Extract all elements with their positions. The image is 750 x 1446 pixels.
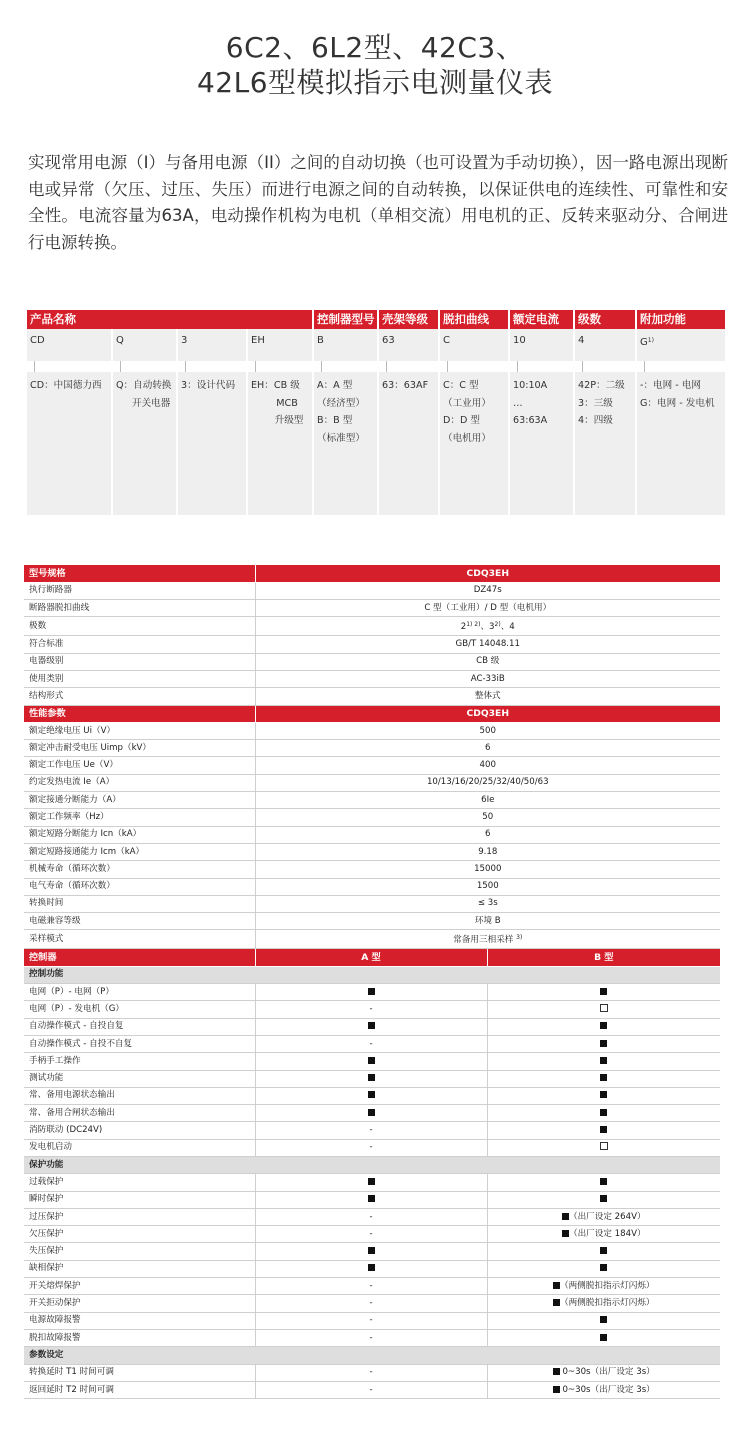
support-cell: [487, 1001, 720, 1018]
row-label: 电网（P）- 发电机（G）: [24, 1001, 255, 1018]
table-row: [24, 1226, 720, 1243]
section-row: [24, 1347, 720, 1364]
value-text: 6: [485, 829, 491, 840]
row-value: [255, 722, 720, 739]
desc-trip-curve: C：C 型 （工业用） D：D 型 （电机用）: [440, 372, 508, 515]
filled-square-icon: [600, 1316, 607, 1323]
support-cell: [255, 1329, 487, 1346]
filled-square-icon: [600, 1247, 607, 1254]
desc-frame: 63：63AF: [379, 372, 438, 515]
desc-eh: EH：CB 级 MCB 升级型: [248, 372, 312, 515]
support-cell: [487, 1243, 720, 1260]
table-row: [24, 617, 720, 636]
section-title: 参数设定: [24, 1347, 720, 1364]
table-row: [24, 1122, 720, 1139]
row-label: 额定冲击耐受电压 Uimp（kV）: [24, 740, 255, 757]
table-row: [24, 582, 720, 599]
spec-header-value: CDQ3EH: [255, 565, 720, 582]
filled-square-icon: [600, 988, 607, 995]
filled-square-icon: [553, 1282, 560, 1289]
page-title-line-2: 42L6型模拟指示电测量仪表: [196, 66, 554, 99]
table-row: [24, 636, 720, 653]
support-cell: [255, 1139, 487, 1156]
table-row: [24, 1035, 720, 1052]
controller-header-row: [24, 949, 720, 966]
perf-header-label: 性能参数: [24, 705, 255, 722]
perf-header-row: [24, 705, 720, 722]
row-value: [255, 895, 720, 912]
filled-square-icon: [368, 1178, 375, 1185]
support-cell: [255, 1001, 487, 1018]
not-supported-mark: -: [369, 1038, 373, 1049]
support-cell: [487, 1174, 720, 1191]
table-row: [24, 1018, 720, 1035]
setting-note: （出厂设定 264V）: [568, 1211, 646, 1222]
not-supported-mark: -: [369, 1315, 373, 1326]
table-row: [24, 653, 720, 670]
filled-square-icon: [600, 1178, 607, 1185]
table-row: [24, 1174, 720, 1191]
row-value: DZ47s: [255, 582, 720, 599]
row-value: [255, 757, 720, 774]
intro-paragraph: 实现常用电源（I）与备用电源（II）之间的自动切换（也可设置为手动切换），因一路电源出现断电或异常（欠压、过压、失压）而进行电源之间的自动转换，以保证供电的连续性、可靠性和安全性。电流容量为63A，电动操作机构为电机（单相交流）用电机的正、反转来驱动分、合闸进行电源转换。: [28, 153, 728, 252]
table-row: [24, 1105, 720, 1122]
setting-note: （两侧脱扣指示灯闪烁）: [559, 1298, 655, 1309]
row-value: [255, 930, 720, 949]
support-cell: [487, 1260, 720, 1277]
row-label: 额定工作频率（Hz）: [24, 809, 255, 826]
row-value: [255, 861, 720, 878]
not-supported-mark: -: [369, 1367, 373, 1378]
table-row: [24, 1243, 720, 1260]
desc-extra-function: -：电网 - 电网 G：电网 - 发电机: [637, 372, 725, 515]
row-label: 常、备用合闸状态输出: [24, 1105, 255, 1122]
support-cell: [487, 1312, 720, 1329]
row-label: 开关熔焊保护: [24, 1278, 255, 1295]
value-text: ≤ 3s: [477, 898, 498, 909]
code-63: 63: [379, 329, 438, 361]
code-4: 4: [575, 329, 635, 361]
support-cell: [255, 1191, 487, 1208]
table-row: [24, 1364, 720, 1381]
filled-square-icon: [600, 1126, 607, 1133]
header-product-name: 产品名称: [27, 310, 312, 329]
support-cell: [487, 1381, 720, 1398]
not-supported-mark: -: [369, 1280, 373, 1291]
page-title-line-1: 6C2、6L2型、42C3、: [225, 31, 525, 64]
controller-header-label: 控制器: [24, 949, 255, 966]
setting-note: 0~30s（出厂设定 3s）: [559, 1367, 655, 1378]
support-cell: [255, 1018, 487, 1035]
row-label: 常、备用电源状态输出: [24, 1087, 255, 1104]
value-text: 10/13/16/20/25/32/40/50/63: [426, 777, 549, 788]
support-cell: [255, 1312, 487, 1329]
filled-square-icon: [600, 1334, 607, 1341]
row-label: 发电机启动: [24, 1139, 255, 1156]
support-cell: [487, 1139, 720, 1156]
not-supported-mark: -: [369, 1211, 373, 1222]
code-b: B: [314, 329, 377, 361]
table-row: [24, 1087, 720, 1104]
support-cell: [255, 1278, 487, 1295]
filled-square-icon: [600, 1091, 607, 1098]
table-row: [24, 1139, 720, 1156]
row-value: [255, 809, 720, 826]
row-value: [255, 740, 720, 757]
table-row: [24, 1381, 720, 1398]
support-cell: [255, 1174, 487, 1191]
value-text: 环境 B: [474, 915, 501, 926]
table-row: [24, 930, 720, 949]
row-label: 电网（P）- 电网（P）: [24, 984, 255, 1001]
row-value: [255, 774, 720, 791]
support-cell: [487, 1070, 720, 1087]
code-q: Q: [113, 329, 176, 361]
filled-square-icon: [600, 1195, 607, 1202]
table-row: [24, 1295, 720, 1312]
setting-note: （两侧脱扣指示灯闪烁）: [559, 1280, 655, 1291]
row-label: 欠压保护: [24, 1226, 255, 1243]
row-label: 电磁兼容等级: [24, 913, 255, 930]
row-label: 缺相保护: [24, 1260, 255, 1277]
row-label: 过压保护: [24, 1208, 255, 1225]
poles-value: $2^{1) 2)}$、3$^{2)}$、4: [255, 617, 720, 636]
row-label: 开关拒动保护: [24, 1295, 255, 1312]
support-cell: [487, 1278, 720, 1295]
filled-square-icon: [600, 1264, 607, 1271]
filled-square-icon: [368, 1091, 375, 1098]
row-label: 手柄手工操作: [24, 1053, 255, 1070]
table-row: [24, 843, 720, 860]
support-cell: [487, 1087, 720, 1104]
spec-table: [24, 565, 720, 1399]
row-label: 自动操作模式 - 自投自复: [24, 1018, 255, 1035]
filled-square-icon: [368, 1247, 375, 1254]
filled-square-icon: [368, 1057, 375, 1064]
table-row: [24, 1070, 720, 1087]
row-value: [255, 792, 720, 809]
filled-square-icon: [368, 1109, 375, 1116]
not-supported-mark: -: [369, 1228, 373, 1239]
table-row: [24, 722, 720, 739]
support-cell: [487, 1053, 720, 1070]
controller-type-b: B 型: [487, 949, 720, 966]
support-cell: [255, 1070, 487, 1087]
row-label: 返回延时 T2 时间可调: [24, 1381, 255, 1398]
row-value: AC-33iB: [255, 670, 720, 687]
not-supported-mark: -: [369, 1125, 373, 1136]
support-cell: [255, 1226, 487, 1243]
row-label: 符合标准: [24, 636, 255, 653]
not-supported-mark: -: [369, 1298, 373, 1309]
support-cell: [487, 1191, 720, 1208]
table-row: [24, 878, 720, 895]
page-title: [0, 30, 750, 100]
support-cell: [255, 1260, 487, 1277]
table-row: [24, 895, 720, 912]
value-text: 50: [482, 812, 494, 822]
row-label: 结构形式: [24, 688, 255, 705]
row-label: 电气寿命（循环次数）: [24, 878, 255, 895]
support-cell: [487, 1208, 720, 1225]
row-value: 整体式: [255, 688, 720, 705]
table-row: [24, 740, 720, 757]
row-label: 额定绝缘电压 Ui（V）: [24, 722, 255, 739]
row-label: 机械寿命（循环次数）: [24, 861, 255, 878]
support-cell: [255, 1208, 487, 1225]
table-row: [24, 1260, 720, 1277]
row-label: 额定短路接通能力 Icm（kA）: [24, 843, 255, 860]
support-cell: [255, 1087, 487, 1104]
code-c: C: [440, 329, 508, 361]
desc-product-name: CD：中国德力西: [27, 372, 111, 515]
spec-header-label: 型号规格: [24, 565, 255, 582]
perf-header-value: CDQ3EH: [255, 705, 720, 722]
value-text: 15000: [474, 863, 502, 874]
desc-design-code: 3：设计代码: [178, 372, 246, 515]
value-text: 1500: [476, 881, 499, 892]
value-text: 6Ie: [481, 794, 495, 805]
empty-square-icon: [600, 1004, 608, 1012]
filled-square-icon: [368, 1074, 375, 1081]
row-value: GB/T 14048.11: [255, 636, 720, 653]
row-label: 采样模式: [24, 930, 255, 949]
row-value: CB 级: [255, 653, 720, 670]
desc-poles: 42P：二级 3：三级 4：四级: [575, 372, 635, 515]
section-title: 控制功能: [24, 966, 720, 983]
header-frame-class: 壳架等级: [379, 310, 438, 329]
value-text: 常备用三相采样: [453, 935, 514, 946]
header-controller-model: 控制器型号: [314, 310, 377, 329]
support-cell: [487, 984, 720, 1001]
filled-square-icon: [600, 1022, 607, 1029]
row-label: 转换时间: [24, 895, 255, 912]
row-label: 过载保护: [24, 1174, 255, 1191]
table-row: [24, 688, 720, 705]
header-rated-current: 额定电流: [510, 310, 573, 329]
row-label: 约定发热电流 Ie（A）: [24, 774, 255, 791]
support-cell: [487, 1105, 720, 1122]
table-row: [24, 1329, 720, 1346]
code-cd: CD: [27, 329, 111, 361]
value-text: 6: [485, 742, 491, 753]
desc-rated-current: 10:10A … 63:63A: [510, 372, 573, 515]
support-cell: [487, 1364, 720, 1381]
filled-square-icon: [368, 1022, 375, 1029]
section-row: [24, 1157, 720, 1174]
table-row: [24, 1001, 720, 1018]
row-value: [255, 878, 720, 895]
table-row: [24, 774, 720, 791]
support-cell: [487, 1122, 720, 1139]
footnote-marker: 3): [516, 934, 523, 942]
support-cell: [487, 1295, 720, 1312]
row-label: 额定短路分断能力 Icn（kA）: [24, 826, 255, 843]
row-label: 电器级别: [24, 653, 255, 670]
setting-note: 0~30s（出厂设定 3s）: [559, 1384, 655, 1395]
support-cell: [255, 1122, 487, 1139]
table-row: [24, 826, 720, 843]
code-10: 10: [510, 329, 573, 361]
filled-square-icon: [600, 1040, 607, 1047]
support-cell: [255, 1364, 487, 1381]
filled-square-icon: [562, 1213, 569, 1220]
desc-ats: Q：自动转换 开关电器: [113, 372, 176, 515]
filled-square-icon: [553, 1386, 560, 1393]
filled-square-icon: [600, 1074, 607, 1081]
row-value: C 型（工业用）/ D 型（电机用）: [255, 600, 720, 617]
table-row: [24, 984, 720, 1001]
support-cell: [255, 1295, 487, 1312]
row-label: 额定工作电压 Ue（V）: [24, 757, 255, 774]
filled-square-icon: [368, 1195, 375, 1202]
filled-square-icon: [600, 1057, 607, 1064]
spec-header-row: [24, 565, 720, 582]
filled-square-icon: [562, 1230, 569, 1237]
table-row: [24, 1053, 720, 1070]
header-trip-curve: 脱扣曲线: [440, 310, 508, 329]
row-label: 脱扣故障报警: [24, 1329, 255, 1346]
row-label: 消防联动 (DC24V): [24, 1122, 255, 1139]
table-row: [24, 670, 720, 687]
code-eh: EH: [248, 329, 312, 361]
row-label: 转换延时 T1 时间可调: [24, 1364, 255, 1381]
header-poles: 级数: [575, 310, 635, 329]
table-row: [24, 913, 720, 930]
row-label: 测试功能: [24, 1070, 255, 1087]
section-row: [24, 966, 720, 983]
filled-square-icon: [600, 1109, 607, 1116]
row-value: [255, 913, 720, 930]
filled-square-icon: [368, 1264, 375, 1271]
support-cell: [255, 1243, 487, 1260]
not-supported-mark: -: [369, 1142, 373, 1153]
row-label: 自动操作模式 - 自投不自复: [24, 1035, 255, 1052]
value-text: 500: [479, 725, 496, 736]
support-cell: [255, 1035, 487, 1052]
row-label: 瞬时保护: [24, 1191, 255, 1208]
ordering-code-chart: [27, 310, 725, 515]
row-label: 极数: [24, 617, 255, 636]
setting-note: （出厂设定 184V）: [568, 1228, 646, 1239]
not-supported-mark: -: [369, 1003, 373, 1014]
row-label: 失压保护: [24, 1243, 255, 1260]
table-row: [24, 1208, 720, 1225]
empty-square-icon: [600, 1142, 608, 1150]
row-label: 额定接通分断能力（A）: [24, 792, 255, 809]
row-label: 电源故障报警: [24, 1312, 255, 1329]
support-cell: [487, 1226, 720, 1243]
filled-square-icon: [368, 988, 375, 995]
table-row: [24, 757, 720, 774]
code-g: $G^{1)}$: [637, 329, 725, 361]
table-row: [24, 1278, 720, 1295]
support-cell: [255, 1381, 487, 1398]
row-label: 断路器脱扣曲线: [24, 600, 255, 617]
not-supported-mark: -: [369, 1384, 373, 1395]
table-row: [24, 861, 720, 878]
filled-square-icon: [553, 1368, 560, 1375]
header-extra-function: 附加功能: [637, 310, 725, 329]
support-cell: [255, 1105, 487, 1122]
table-row: [24, 792, 720, 809]
support-cell: [487, 1329, 720, 1346]
not-supported-mark: -: [369, 1332, 373, 1343]
table-row: [24, 809, 720, 826]
support-cell: [255, 984, 487, 1001]
row-value: [255, 826, 720, 843]
value-text: 400: [479, 760, 496, 771]
table-row: [24, 1191, 720, 1208]
support-cell: [487, 1035, 720, 1052]
support-cell: [255, 1053, 487, 1070]
code-3: 3: [178, 329, 246, 361]
row-label: 执行断路器: [24, 582, 255, 599]
controller-type-a: A 型: [255, 949, 487, 966]
support-cell: [487, 1018, 720, 1035]
table-row: [24, 600, 720, 617]
row-value: [255, 843, 720, 860]
table-row: [24, 1312, 720, 1329]
row-label: 使用类别: [24, 670, 255, 687]
filled-square-icon: [553, 1299, 560, 1306]
desc-controller: A：A 型 （经济型） B：B 型 （标准型）: [314, 372, 377, 515]
value-text: 9.18: [478, 846, 498, 857]
section-title: 保护功能: [24, 1157, 720, 1174]
